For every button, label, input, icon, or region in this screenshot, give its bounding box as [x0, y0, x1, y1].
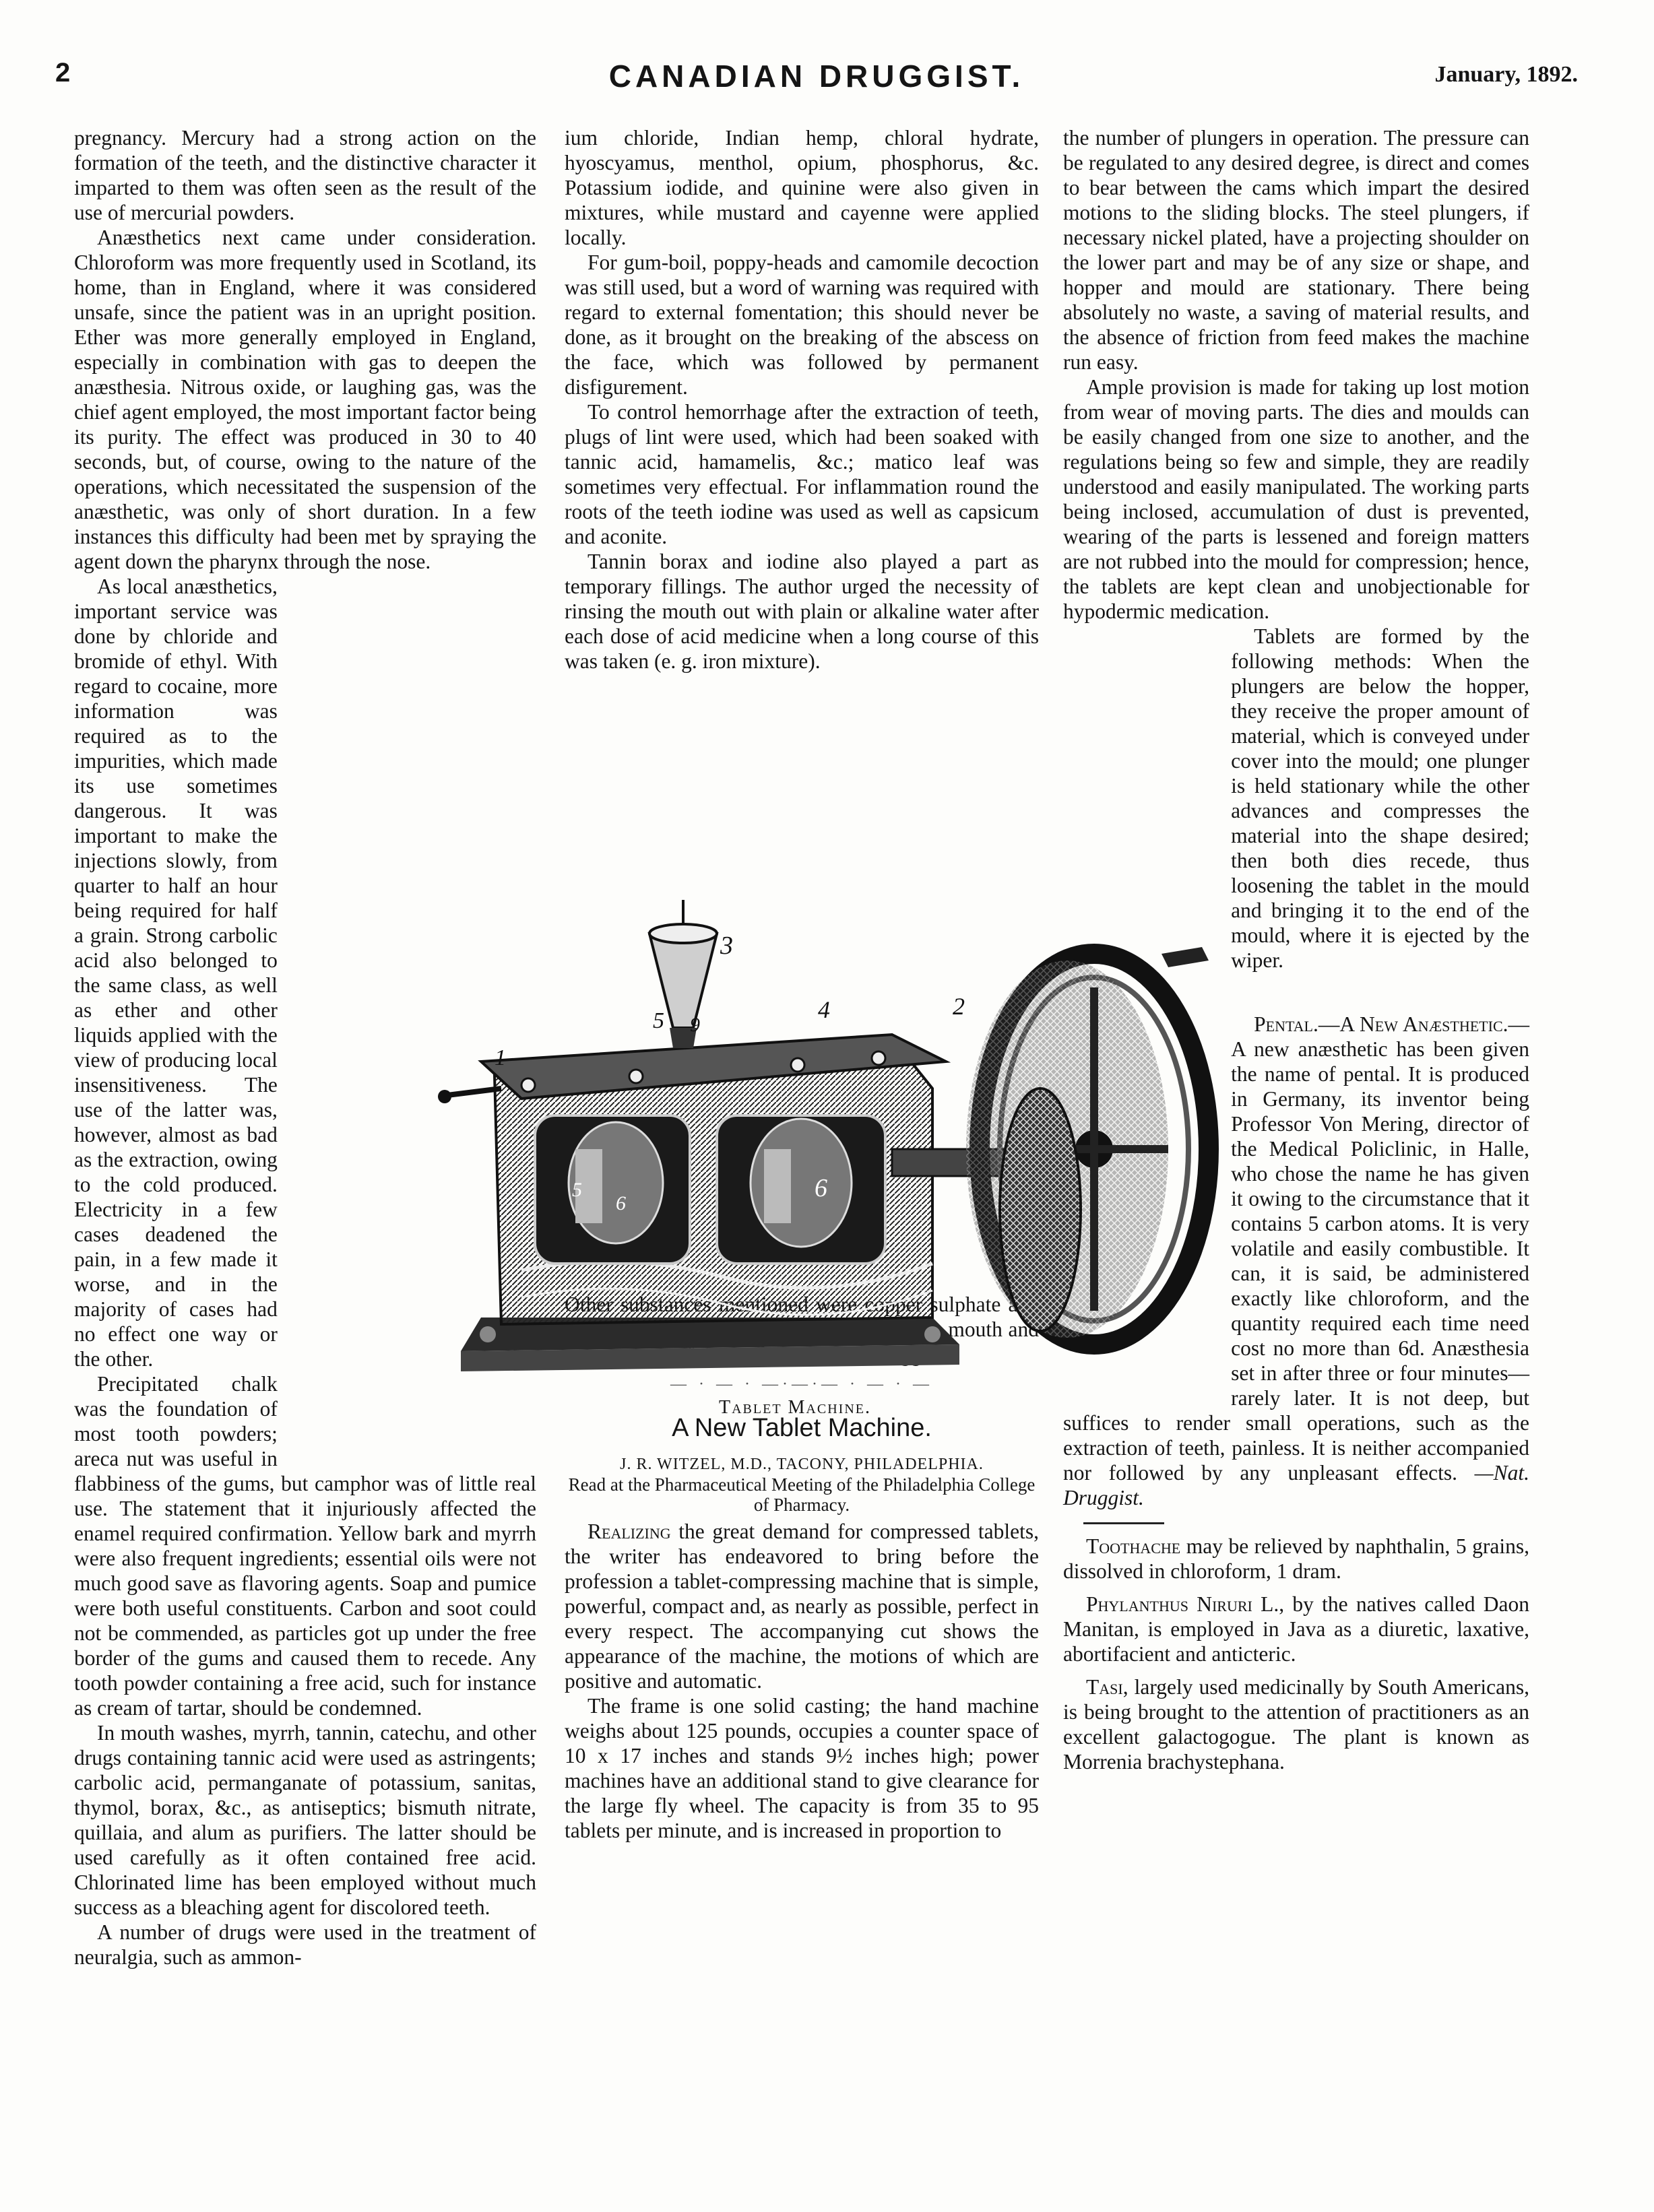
figure-label: 3: [720, 932, 733, 960]
lead-word: Toothache: [1086, 1534, 1181, 1558]
page-header: [55, 58, 1578, 98]
paragraph: Precipitated chalk was the foundation of most tooth powders; areca nut was useful in flabbiness of the gums, but camphor was of little real use. The statement that it injuriously affected the enamel required confirmation. Yellow bark and myrrh were also frequent ingredients; essential oils were not much good save as flavoring agents. Soap and pumice were both useful constituents. Carbon and soot could not be commended, as particles got up under the free border of the gums and caused them to recede. Any tooth powder containing a free acid, such for instance as cream of tartar, should be condemned.: [74, 1372, 536, 1720]
tablet-machine-illustration: [420, 833, 1222, 1385]
divider: [1083, 1522, 1164, 1524]
lead-word: Phylanthus Niruri L.,: [1086, 1592, 1285, 1616]
figure-label: 2: [953, 993, 965, 1020]
section-separator: — · — · —·—·— · — · —: [670, 1375, 933, 1393]
lead-word: Tasi,: [1086, 1675, 1128, 1699]
paragraph-text: the great demand for compressed tablets, the writer has endeavored to bring before the profession a tablet-compressing machine that is simple, powerful, compact and, as nearly as possible, perfect in every respect. The accompanying cut shows the appearance of the machine, the motions of which are positive and automatic.: [565, 1520, 1039, 1693]
source-citation: —Nat. Druggist.: [1063, 1461, 1530, 1509]
figure-label: 9: [690, 1014, 700, 1036]
lead-word: Realizing: [587, 1520, 671, 1543]
paragraph-text: by the natives called Daon Manitan, is employed in Java as a diuretic, laxative, abortifacient and anticteric.: [1063, 1592, 1529, 1666]
paragraph-text: —A new anæsthetic has been given the name of pental. It is produced in Germany, its inventor being Professor Von Mering, director of the Medical Policlinic, in Halle, who chose the name he has given it owing to the circumstance that it contains 5 carbon atoms. It is very volatile and easily combustible. It can, it is said, be administered exactly like chloroform, and the quantity required each time need cost no more than 6d. Anæsthesia set in after three or four minutes—rarely later. It is not deep, but suffices to render small operations, such as the extraction of teeth, painless. It is neither accompanied nor followed by any unpleasant effects.: [1063, 1012, 1529, 1485]
article-byline: J. R. WITZEL, M.D., TACONY, PHILADELPHIA.: [620, 1456, 984, 1473]
paragraph: Anæsthetics next came under consideration. Chloroform was more frequently used in Scotland, its home, than in England, where it was considered unsafe, since the patient was in an upright position. Ether was more generally employed in England, especially in combination with gas to deepen the anæsthesia. Nitrous oxide, or laughing gas, was the chief agent employed, the most important factor being its purity. The effect was produced in 30 to 40 seconds, but, of course, owing to the nature of the operations, which necessitated the suspension of the anæsthetic, was only of short duration. In a few instances this difficulty had been met by spraying the agent down the pharynx through the nose.: [74, 226, 536, 573]
paragraph: In mouth washes, myrrh, tannin, catechu, and other drugs containing tannic acid were used as astringents; carbolic acid, permanganate of potassium, sanitas, thymol, borax, &c., as antiseptics; bismuth nitrate, quillaia, and alum as purifiers. The latter should be used carefully as it often contained free acid. Chlorinated lime has been employed without much success as a bleaching agent for discolored teeth.: [74, 1721, 536, 1919]
figure-label: 4: [818, 996, 830, 1023]
page-number: 2: [55, 58, 71, 88]
figure-label: 6: [616, 1192, 626, 1214]
paragraph: [1063, 1534, 1529, 1584]
paragraph: Tannin borax and iodine also played a part as temporary fillings. The author urged the necessity of rinsing the mouth out with plain or alkaline water after each dose of acid medicine when a long course of this was taken (e. g. iron mixture).: [565, 550, 1039, 673]
paragraph: Ample provision is made for taking up lost motion from wear of moving parts. The dies and moulds can be easily changed from one size to another, and the regulations being so few and simple, they are readily understood and easily manipulated. The working parts being inclosed, accumulation of dust is prevented, wearing of the parts is lessened and foreign matters are not rubbed into the mould for compression; hence, the tablets are kept clean and unobjectionable for hypodermic medication.: [1063, 375, 1529, 623]
paragraph: [1063, 1674, 1529, 1774]
paragraph: A number of drugs were used in the treatment of neuralgia, such as ammon-: [74, 1920, 536, 1969]
paragraph-text: largely used medicinally by South Americans, is being brought to the attention of practitioners as an excellent galactogogue. The plant is known as Morrenia brachystephana.: [1063, 1675, 1529, 1774]
paragraph: The frame is one solid casting; the hand machine weighs about 125 pounds, occupies a counter space of 10 x 17 inches and stands 9½ inches high; power machines have an additional stand to give clearance for the large fly wheel. The capacity is from 35 to 95 tablets per minute, and is increased in proportion to: [565, 1694, 1039, 1842]
figure-caption: Tablet Machine.: [719, 1397, 871, 1418]
paragraph: pregnancy. Mercury had a strong action on the formation of the teeth, and the distinctive character it imparted to them was often seen as the result of the use of mercurial powders.: [74, 126, 536, 224]
lead-word: Pental.—A New Anæsthetic.: [1254, 1012, 1508, 1036]
issue-date: January, 1892.: [1434, 62, 1578, 87]
paragraph: As local anæsthetics, important service was done by chloride and bromide of ethyl. With regard to cocaine, more information was required as to the impurities, which made its use sometimes dangerous. It was important to make the injections slowly, from quarter to half an hour being required for half a grain. Strong carbolic acid also belonged to the same class, as well as ether and other liquids applied with the view of producing local insensitiveness. The use of the latter was, however, almost as bad as the extraction, owing to the cold produced. Electricity in a few cases deadened the pain, in a few made it worse, and in the majority of cases had no effect one way or the other.: [74, 575, 278, 1371]
figure-label: 6: [815, 1174, 827, 1202]
journal-title: CANADIAN DRUGGIST.: [608, 59, 1025, 94]
paragraph-text: sulphate mouth and: [930, 1293, 1039, 1341]
paragraph-text: may be relieved by naphthalin, 5 grains, dissolved in chloroform, 1 dram.: [1063, 1534, 1529, 1583]
figure-label: 5: [653, 1008, 664, 1033]
paragraph: ium chloride, Indian hemp, chloral hydrate, hyoscyamus, menthol, opium, phosphorus, &c. Potassium iodide, and quinine were also given in mixtures, while mustard and cayenne were applied locally.: [565, 126, 1039, 249]
paragraph: Tablets are formed by the following methods: When the plungers are below the hopper, they receive the proper amount of material, which is conveyed under cover into the mould; one plunger is held stationary while the other advances and compresses the material into the shape desired; then both dies recede, thus loosening the tablet in the mould and bringing it to the end of the mould, where it is ejected by the wiper.: [1231, 624, 1529, 972]
figure-label: 1: [495, 1045, 506, 1070]
figure-label: 5: [572, 1179, 582, 1201]
paragraph: [1063, 1592, 1529, 1666]
paragraph: [565, 1519, 1039, 1693]
paragraph: the number of plungers in operation. The pressure can be regulated to any desired degree, is direct and comes to bear between the cams which impart the desired motions to the sliding blocks. The steel plungers, if necessary nickel plated, have a projecting shoulder on the lower part and may be of any size or shape, and hopper and mould are stationary. There being absolutely no waste, a saving of material results, and the absence of friction from feed makes the machine run easy.: [1063, 126, 1529, 374]
article-title: A New Tablet Machine.: [672, 1414, 932, 1442]
paragraph: To control hemorrhage after the extraction of teeth, plugs of lint were used, which had been soaked with tannic acid, hamamelis, &c.; matico leaf was sometimes very effectual. For inflammation round the roots of the teeth iodine was used as well as capsicum and aconite.: [565, 400, 1039, 548]
article-note: Read at the Pharmaceutical Meeting of the Philadelphia College of Pharmacy.: [568, 1474, 1036, 1515]
paragraph: For gum-boil, poppy-heads and camomile decoction was still used, but a word of warning was required with regard to external fomentation; this should never be done, as it brought on the breaking of the abscess on the face, which was followed by permanent disfigurement.: [565, 251, 1039, 399]
